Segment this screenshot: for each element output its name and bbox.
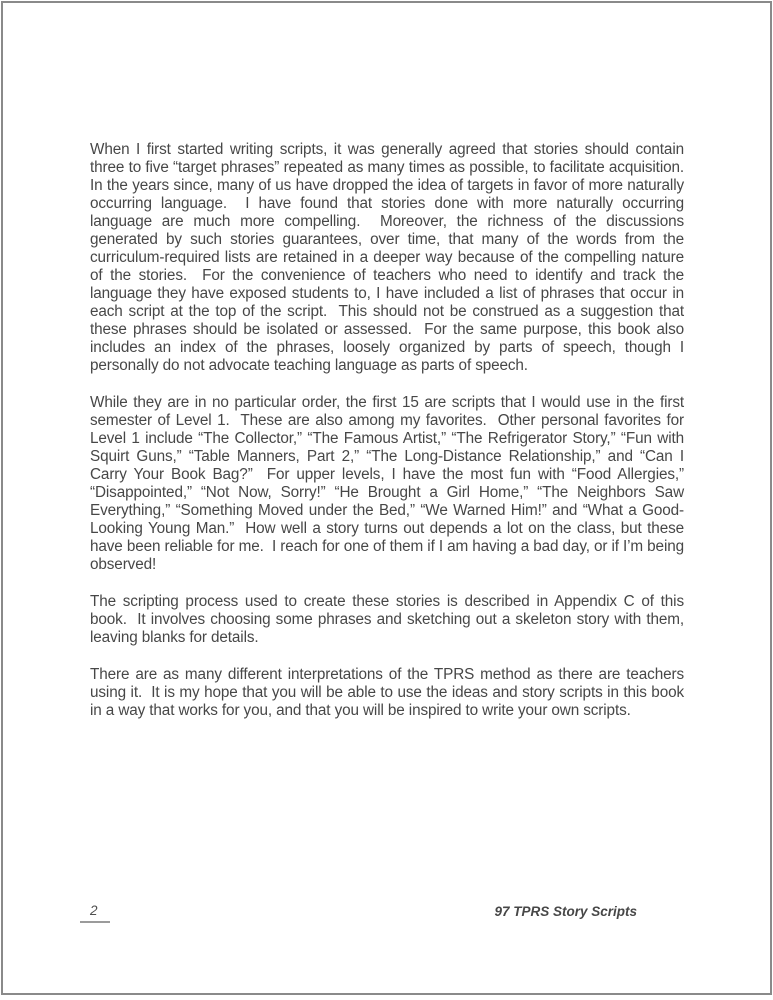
paragraph-favorites: While they are in no particular order, the first 15 are scripts that I would use in the first semester of Level 1. These are also among my favorites. Other personal favorites for Level 1 include “The Collector,” “The Famous Artist,” “The Refrigerator Story,” “Fun with Squirt Guns,” “Table Manners, Part 2,” “The Long-Distance Relationship,” and “Can I Carry Your Book Bag?” For upper levels, I have the most fun with “Food Allergies,” “Disappointed,” “Not Now, Sorry!” “He Brought a Girl Home,” “The Neighbors Saw Everything,” “Something Moved under the Bed,” “We Warned Him!” and “What a Good-Looking Young Man.” How well a story turns out depends a lot on the class, but these have been reliable for me. I reach for one of them if I am having a bad day, or if I’m being observed! [90, 394, 689, 573]
paragraph-intro-scripts: When I first started writing scripts, it was generally agreed that stories should contain three to five “target phrases” repeated as many times as possible, to facilitate acquisition. In the years since, many of us have dropped the idea of targets in favor of more naturally occurring language. I have found that stories done with more naturally occurring language are much more compelling. Moreover, the richness of the discussions generated by such stories guarantees, over time, that many of the words from the curriculum-required lists are retained in a deeper way because of the compelling nature of the stories. For the convenience of teachers who need to identify and track the language they have exposed students to, I have included a list of phrases that occur in each script at the top of the script. This should not be construed as a suggestion that these phrases should be isolated or assessed. For the same purpose, this book also includes an index of the phrases, loosely organized by parts of speech, though I personally do not advocate teaching language as parts of speech. [90, 141, 693, 374]
page-number-rule [80, 921, 110, 923]
paragraph-tprs-interpretations: There are as many different interpretations of the TPRS method as there are teachers using it. It is my hope that you will be able to use the ideas and story scripts in this book in a way that works for you, and that you will be inspired to write your own scripts. [90, 666, 689, 719]
page-content [90, 141, 693, 720]
page-number: 2 [90, 903, 98, 918]
paragraph-scripting-process: The scripting process used to create these stories is described in Appendix C of this book. It involves choosing some phrases and sketching out a skeleton story with them, leaving blanks for details. [90, 593, 689, 646]
footer-book-title: 97 TPRS Story Scripts [494, 904, 637, 919]
